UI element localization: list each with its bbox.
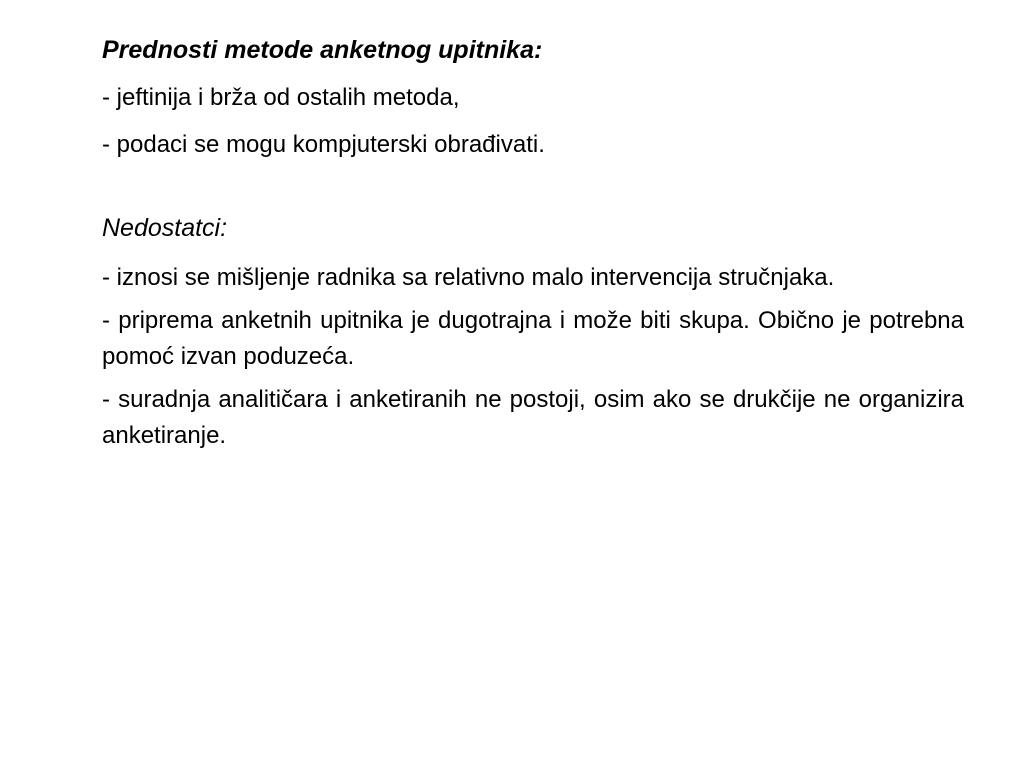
advantage-item: - jeftinija i brža od ostalih metoda, [102,84,460,111]
disadvantage-item: - iznosi se mišljenje radnika sa relativno malo intervencija stručnjaka. [102,264,835,291]
disadvantages-heading: Nedostatci: [102,214,228,242]
advantage-item: - podaci se mogu kompjuterski obrađivati. [102,131,545,158]
advantages-heading: Prednosti metode anketnog upitnika: [102,36,543,64]
disadvantage-item: - priprema anketnih upitnika je dugotrajna i može biti skupa. Obično je potrebna pomoć izvan poduzeća. [102,307,964,370]
slide-content [102,34,964,461]
section-spacer [102,176,964,212]
disadvantage-item: - suradnja analitičara i anketiranih ne postoji, osim ako se drukčije ne organizira anketiranje. [102,386,964,449]
